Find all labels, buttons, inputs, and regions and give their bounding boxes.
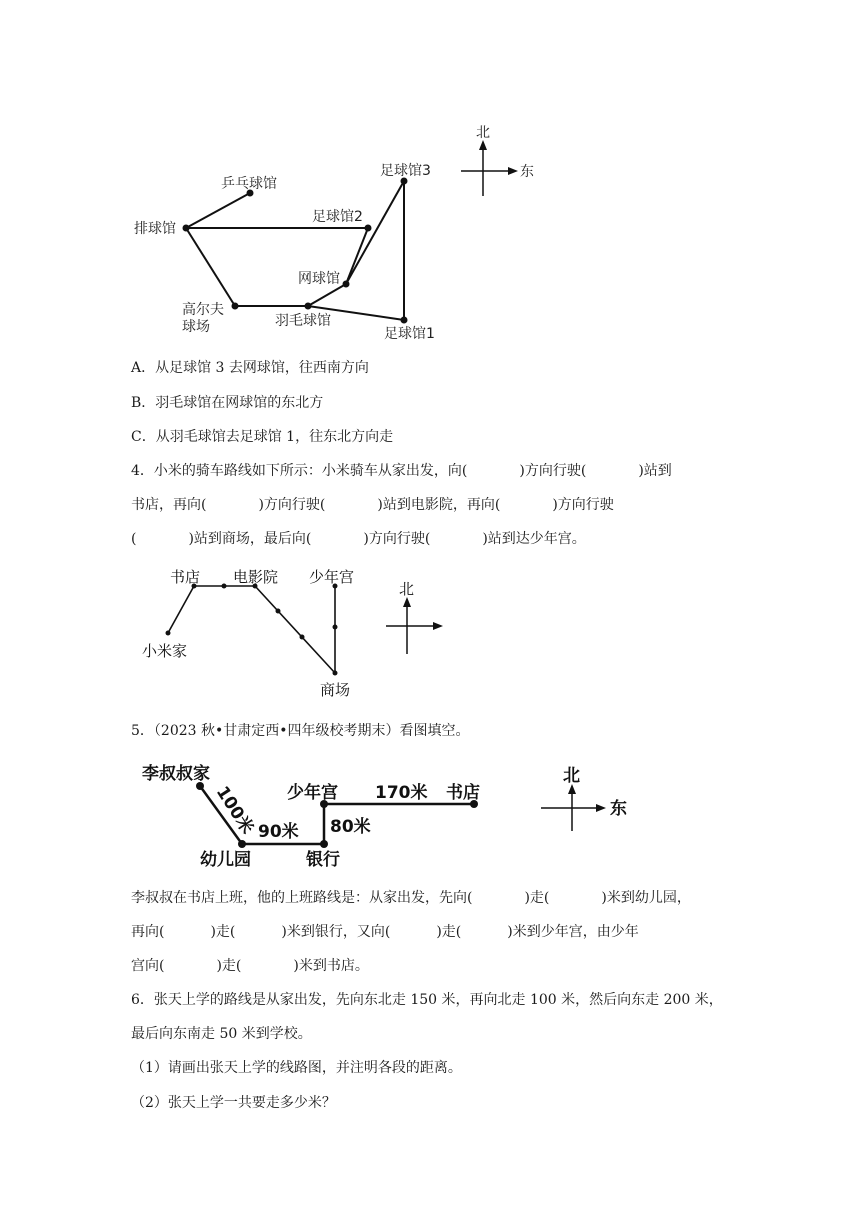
dist-80: 80米 — [330, 817, 371, 837]
compass-east-3: 东 — [610, 799, 627, 819]
label-football1: 足球馆1 — [384, 326, 435, 342]
q4-line-1: 4．小米的骑车路线如下所示：小米骑车从家出发，向( )方向行驶( )站到 — [131, 463, 672, 479]
label-golf-line1: 高尔夫 — [182, 302, 224, 318]
q4-line-3: ( )站到商场，最后向( )方向行驶( )站到达少年宫。 — [131, 531, 586, 547]
compass-east-1: 东 — [520, 164, 534, 180]
label-kindergarten: 幼儿园 — [200, 850, 251, 870]
label-cinema: 电影院 — [233, 568, 279, 586]
label-mall: 商场 — [320, 681, 351, 699]
label-bank: 银行 — [306, 850, 340, 870]
compass-north-2: 北 — [399, 580, 415, 598]
label-youth-palace: 少年宫 — [309, 568, 355, 586]
label-youth-palace-3: 少年宫 — [287, 783, 338, 803]
label-football3: 足球馆3 — [380, 163, 431, 179]
label-pingpong: 乒乓球馆 — [221, 176, 277, 192]
dist-100: 100米 — [211, 782, 258, 838]
q6-sub-1: （1）请画出张天上学的线路图，并注明各段的距离。 — [131, 1060, 462, 1076]
option-a: A．从足球馆 3 去网球馆，往西南方向 — [131, 360, 369, 376]
q6-sub-2: （2）张天上学一共要走多少米？ — [131, 1095, 336, 1111]
compass-north-1: 北 — [476, 125, 490, 141]
q5-line-1: 李叔叔在书店上班，他的上班路线是：从家出发，先向( )走( )米到幼儿园， — [131, 890, 691, 906]
label-golf-line2: 球场 — [182, 319, 210, 335]
option-b: B．羽毛球馆在网球馆的东北方 — [131, 395, 324, 411]
label-bookstore-3: 书店 — [446, 783, 480, 803]
compass-north-3: 北 — [563, 766, 580, 786]
q6-text-1: 6．张天上学的路线是从家出发，先向东北走 150 米，再向北走 100 米，然后向东走 200 米， — [131, 992, 723, 1008]
compass-3 — [541, 790, 600, 831]
label-tennis: 网球馆 — [298, 271, 340, 287]
q5-line-2: 再向( )走( )米到银行，又向( )走( )米到少年宫，由少年 — [131, 924, 639, 940]
dist-170: 170米 — [375, 783, 428, 803]
q5-title: 5．（2023 秋•甘肃定西•四年级校考期末）看图填空。 — [131, 723, 470, 739]
label-volleyball: 排球馆 — [134, 221, 176, 237]
label-football2: 足球馆2 — [312, 209, 363, 225]
dist-90: 90米 — [258, 822, 299, 842]
label-bookstore: 书店 — [170, 568, 201, 586]
label-li-home: 李叔叔家 — [142, 764, 210, 784]
q6-text-2: 最后向东南走 50 米到学校。 — [131, 1026, 312, 1042]
label-badminton: 羽毛球馆 — [275, 313, 331, 329]
label-home: 小米家 — [142, 642, 188, 660]
q4-line-2: 书店，再向( )方向行驶( )站到电影院，再向( )方向行驶 — [131, 497, 614, 513]
q5-line-3: 宫向( )走( )米到书店。 — [131, 958, 369, 974]
option-c: C．从羽毛球馆去足球馆 1，往东北方向走 — [131, 429, 394, 445]
